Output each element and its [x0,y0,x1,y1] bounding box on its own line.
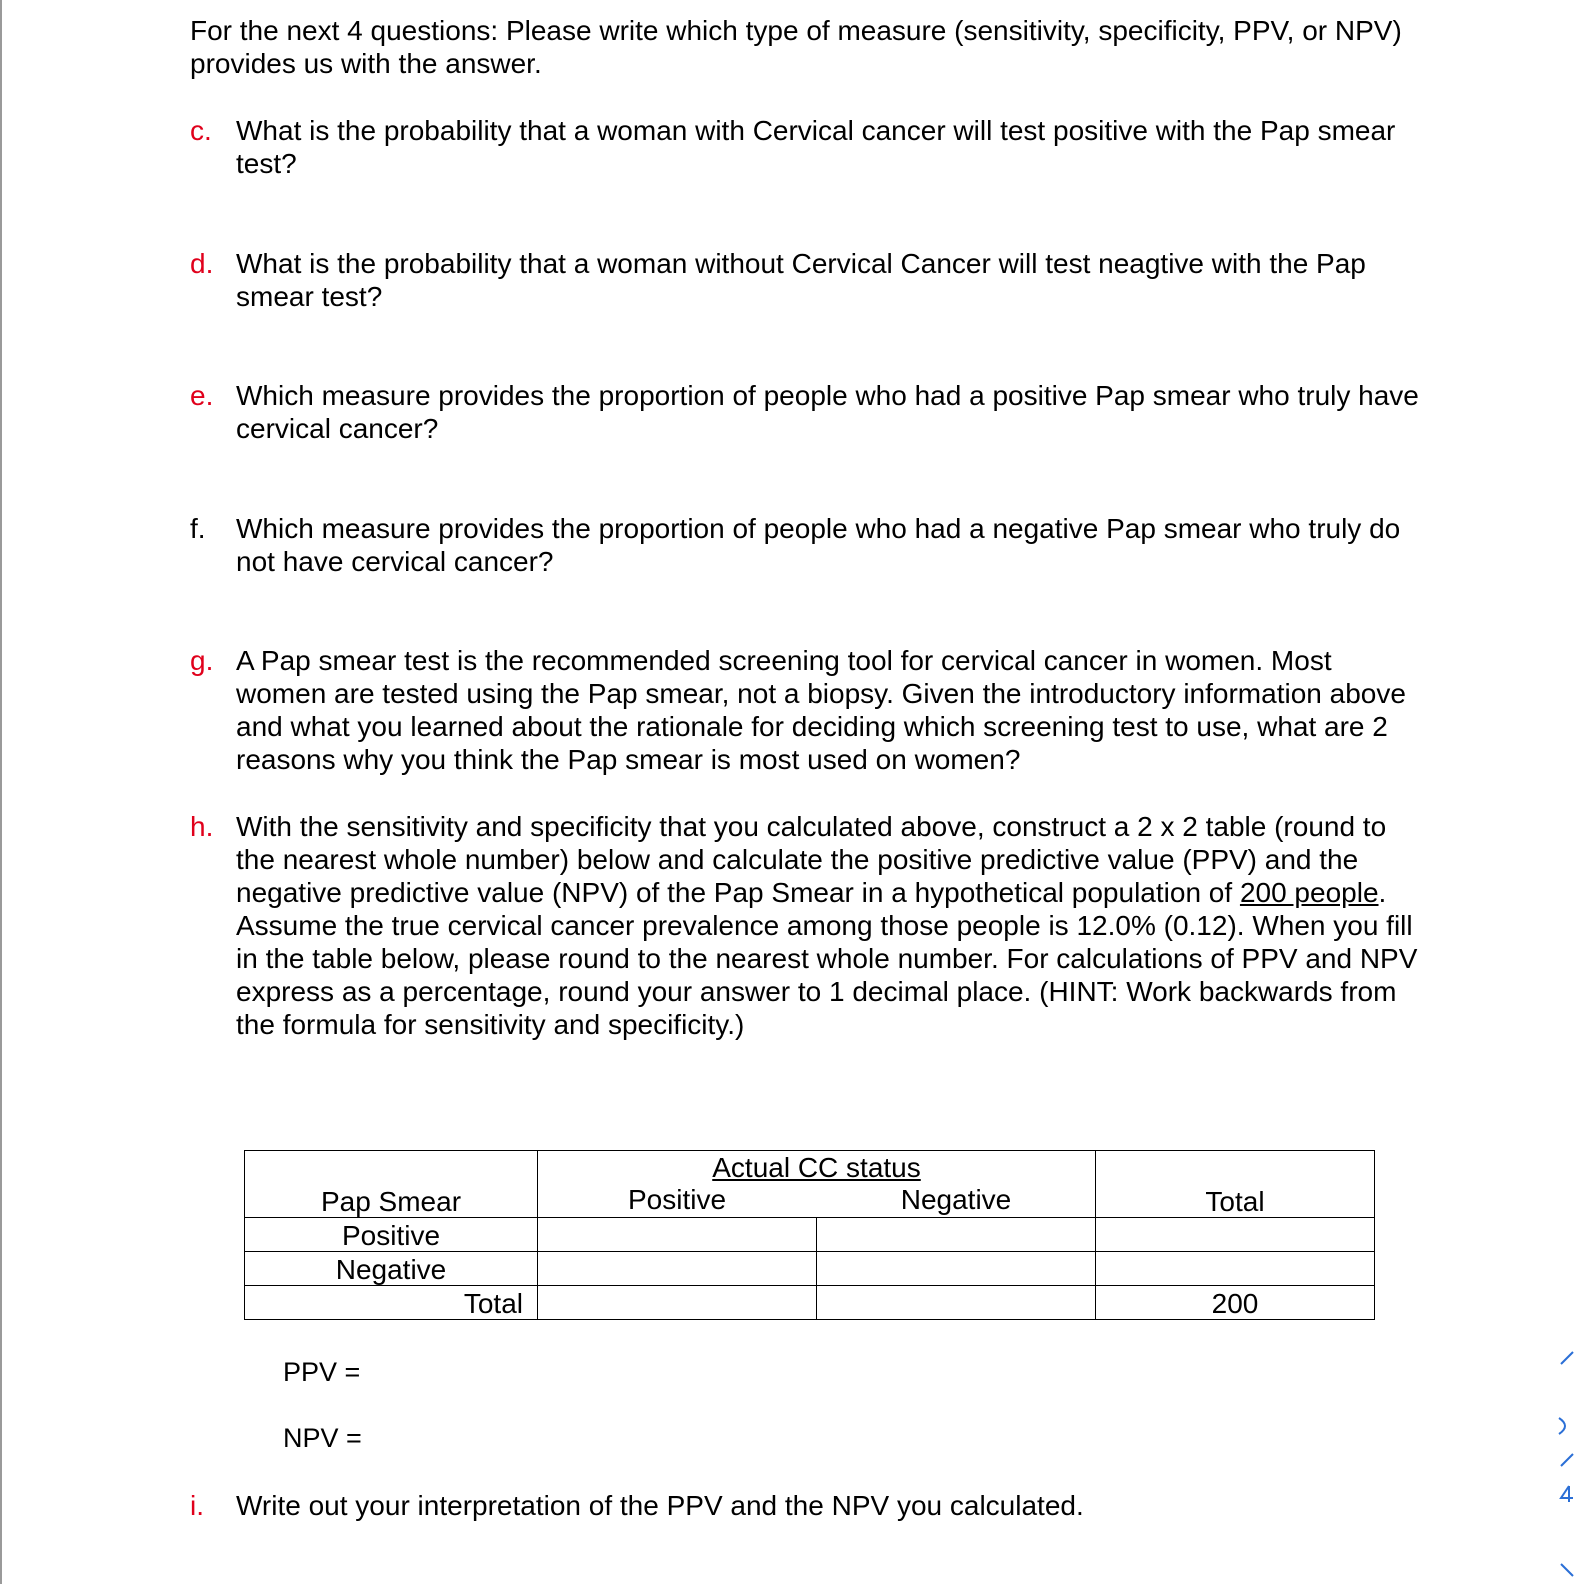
underlined-population: 200 people [1239,877,1379,908]
ppv-line: PPV = [283,1357,361,1387]
col-negative-header: Negative [900,1184,1012,1215]
margin-arrow-icon [1555,1340,1575,1580]
question-d [190,247,1425,313]
question-c [190,114,1425,180]
question-i [190,1489,1425,1522]
question-e [190,379,1425,445]
grand-total-cell: 200 [1096,1286,1375,1320]
row-positive-label: Positive [245,1218,538,1252]
question-letter: i. [190,1490,204,1521]
cell-pos-total[interactable] [1096,1218,1375,1252]
question-letter: f. [190,513,206,544]
question-text: Which measure provides the proportion of people who had a positive Pap smear who truly have cervical cancer? [236,380,1419,444]
cell-pos-neg[interactable] [817,1218,1096,1252]
corner-label-cell [245,1151,538,1218]
two-by-two-table [244,1150,1375,1320]
cell-neg-total[interactable] [1096,1252,1375,1286]
question-letter: h. [190,811,214,842]
corner-label: Pap Smear [320,1186,462,1217]
cell-pos-pos[interactable] [538,1218,817,1252]
question-text-part: . Assume the true cervical cancer prevalence among those people is 12.0% (0.12). When you fill in the table below, please round to the nearest whole number. For calculations of PPV and NPV express as a percentage, round your answer to 1 decimal place. (HINT: Work backwards from the formula for sensitivity and specificity.) [236,877,1418,1040]
cell-neg-pos[interactable] [538,1252,817,1286]
question-h [190,810,1425,1041]
question-letter: c. [190,115,212,146]
question-text-part: With the sensitivity and specificity that you calculated above, construct a 2 x 2 table (round to the nearest whole number) below and calculate the positive predictive value (PPV) and the negative predictive value (NPV) of the Pap Smear in a hypothetical population of [236,811,1387,908]
intro-text: For the next 4 questions: Please write which type of measure (sensitivity, specificity, PPV, or NPV) provides us with the answer. [190,15,1402,79]
actual-cc-status-title: Actual CC status [712,1152,921,1183]
question-text: What is the probability that a woman with Cervical cancer will test positive with the Pap smear test? [236,115,1396,179]
cell-total-pos[interactable] [538,1286,817,1320]
page-edge [0,0,2,1584]
col-total-header: Total [1096,1151,1375,1218]
question-letter: d. [190,248,214,279]
question-text: A Pap smear test is the recommended screening tool for cervical cancer in women. Most women are tested using the Pap smear, not a biopsy. Given the introductory information above and what you learned about the rationale for deciding which screening test to use, what are 2 reasons why you think the Pap smear is most used on women? [236,645,1406,775]
question-text [236,810,1425,1041]
question-text: What is the probability that a woman without Cervical Cancer will test neagtive with the Pap smear test? [236,248,1366,312]
col-positive-header: Positive [627,1184,727,1215]
row-negative-label: Negative [245,1252,538,1286]
row-total-label: Total [245,1286,538,1320]
cell-total-neg[interactable] [817,1286,1096,1320]
npv-line: NPV = [283,1423,362,1453]
cell-neg-neg[interactable] [817,1252,1096,1286]
question-f [190,512,1425,578]
page-margin-marks [1555,1340,1575,1580]
actual-status-header [538,1151,1096,1218]
question-text: Write out your interpretation of the PPV and the NPV you calculated. [236,1490,1084,1521]
question-text: Which measure provides the proportion of people who had a negative Pap smear who truly do not have cervical cancer? [236,513,1401,577]
question-letter: e. [190,380,214,411]
question-g [190,644,1425,776]
question-letter: g. [190,645,214,676]
